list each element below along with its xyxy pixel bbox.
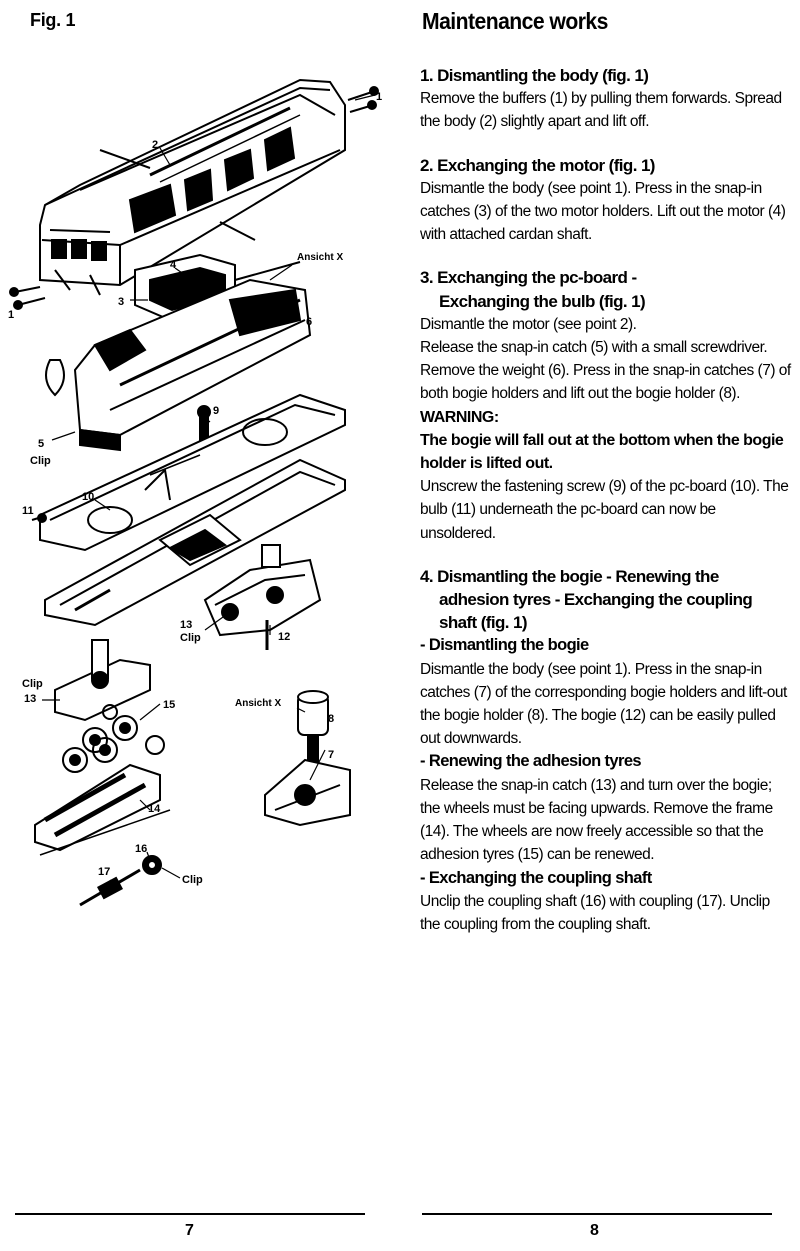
- callout-13b: 13: [24, 693, 37, 705]
- bogie-lower: [55, 640, 150, 720]
- callout-7: 7: [328, 749, 335, 761]
- callout-12: 12: [278, 631, 291, 643]
- warning-label: WARNING:: [420, 408, 499, 426]
- callout-ansicht-2: Ansicht X: [235, 698, 282, 709]
- coupling-shaft: [80, 856, 161, 905]
- callout-1b: 1: [8, 309, 15, 321]
- section-3-heading: [420, 266, 792, 312]
- instructions: [420, 64, 792, 956]
- callout-6: 6: [306, 316, 313, 328]
- page-number-right: 8: [590, 1222, 599, 1239]
- section-4-heading-line-2: adhesion tyres - Exchanging the coupling: [439, 590, 753, 610]
- section-1-heading: 1. Dismantling the body (fig. 1): [420, 66, 649, 85]
- callout-8: 8: [328, 713, 335, 725]
- page-title: Maintenance works: [422, 8, 608, 34]
- callout-9: 9: [213, 405, 220, 417]
- footer-rule-left: [15, 1213, 365, 1215]
- page-number-left: 7: [185, 1222, 194, 1239]
- section-3-body-2: Release the snap-in catch (5) with a small screwdriver. Remove the weight (6). Press in the snap-in catches (7) of both bogie holders and lift out the bogie holder (8).: [420, 339, 791, 403]
- callout-14: 14: [148, 803, 161, 815]
- detail-view: [265, 691, 350, 825]
- section-3-heading-line-1: 3. Exchanging the pc-board -: [420, 268, 637, 288]
- section-3-body-1: Dismantle the motor (see point 2).: [420, 315, 637, 333]
- callout-clip-3: Clip: [22, 678, 43, 690]
- section-3-body-3: Unscrew the fastening screw (9) of the pc-board (10). The bulb (11) underneath the pc-board can now be unsoldered.: [420, 478, 789, 542]
- subsection-dismantling-bogie-body: Dismantle the body (see point 1). Press in the snap-in catches (7) of the corresponding bogie holders and lift-out the bogie holder (8). The bogie (12) can be easily pulled out downwards.: [420, 660, 787, 748]
- section-2-body: Dismantle the body (see point 1). Press in the snap-in catches (3) of the two motor holders. Lift out the motor (4) with attached cardan shaft.: [420, 179, 786, 244]
- callout-clip-1: Clip: [30, 455, 51, 467]
- callout-11: 11: [22, 505, 34, 517]
- bulb: [32, 514, 46, 522]
- callout-15: 15: [163, 699, 176, 711]
- callout-3: 3: [118, 296, 125, 308]
- figure-label: Fig. 1: [30, 10, 76, 30]
- section-4-heading-line-3: shaft (fig. 1): [439, 613, 527, 633]
- subsection-coupling-shaft: - Exchanging the coupling shaft: [420, 868, 652, 887]
- subsection-adhesion-tyres: - Renewing the adhesion tyres: [420, 752, 641, 771]
- callout-clip-4: Clip: [182, 874, 203, 886]
- warning-text: The bogie will fall out at the bottom when the bogie holder is lifted out.: [420, 431, 784, 473]
- callout-2: 2: [152, 139, 159, 151]
- subsection-dismantling-bogie: - Dismantling the bogie: [420, 636, 589, 655]
- section-2-heading: 2. Exchanging the motor (fig. 1): [420, 155, 655, 175]
- section-4-heading-line-1: 4. Dismantling the bogie - Renewing the: [420, 566, 719, 586]
- bogie-upper: [205, 545, 320, 650]
- callout-16: 16: [135, 843, 148, 855]
- section-2: [420, 154, 792, 247]
- callout-clip-2: Clip: [180, 632, 201, 644]
- section-1-body: Remove the buffers (1) by pulling them forwards. Spread the body (2) slightly apart and lift off.: [420, 90, 782, 131]
- footer-rule-right: [422, 1213, 772, 1215]
- callout-10: 10: [82, 491, 95, 503]
- exploded-view-drawing: [0, 60, 400, 930]
- callout-5: 5: [38, 438, 45, 450]
- callout-13a: 13: [180, 619, 193, 631]
- section-1: [420, 64, 792, 134]
- callout-4: 4: [170, 259, 177, 271]
- section-4-heading: [420, 565, 792, 635]
- section-3-heading-line-2: Exchanging the bulb (fig. 1): [439, 291, 646, 311]
- subsection-coupling-shaft-body: Unclip the coupling shaft (16) with coupling (17). Unclip the coupling from the coupling shaft.: [420, 892, 770, 933]
- callout-ansicht-1: Ansicht X: [297, 252, 344, 263]
- section-3: [420, 266, 792, 544]
- section-4: [420, 565, 792, 936]
- right-page: [400, 0, 800, 1251]
- subsection-adhesion-tyres-body: Release the snap-in catch (13) and turn over the bogie; the wheels must be facing upwards. Remove the frame (14). The wheels are now freely accessible so that the adhesion tyres (15) can be renewed.: [420, 776, 773, 864]
- callout-1a: 1: [376, 91, 383, 103]
- callout-17: 17: [98, 866, 111, 878]
